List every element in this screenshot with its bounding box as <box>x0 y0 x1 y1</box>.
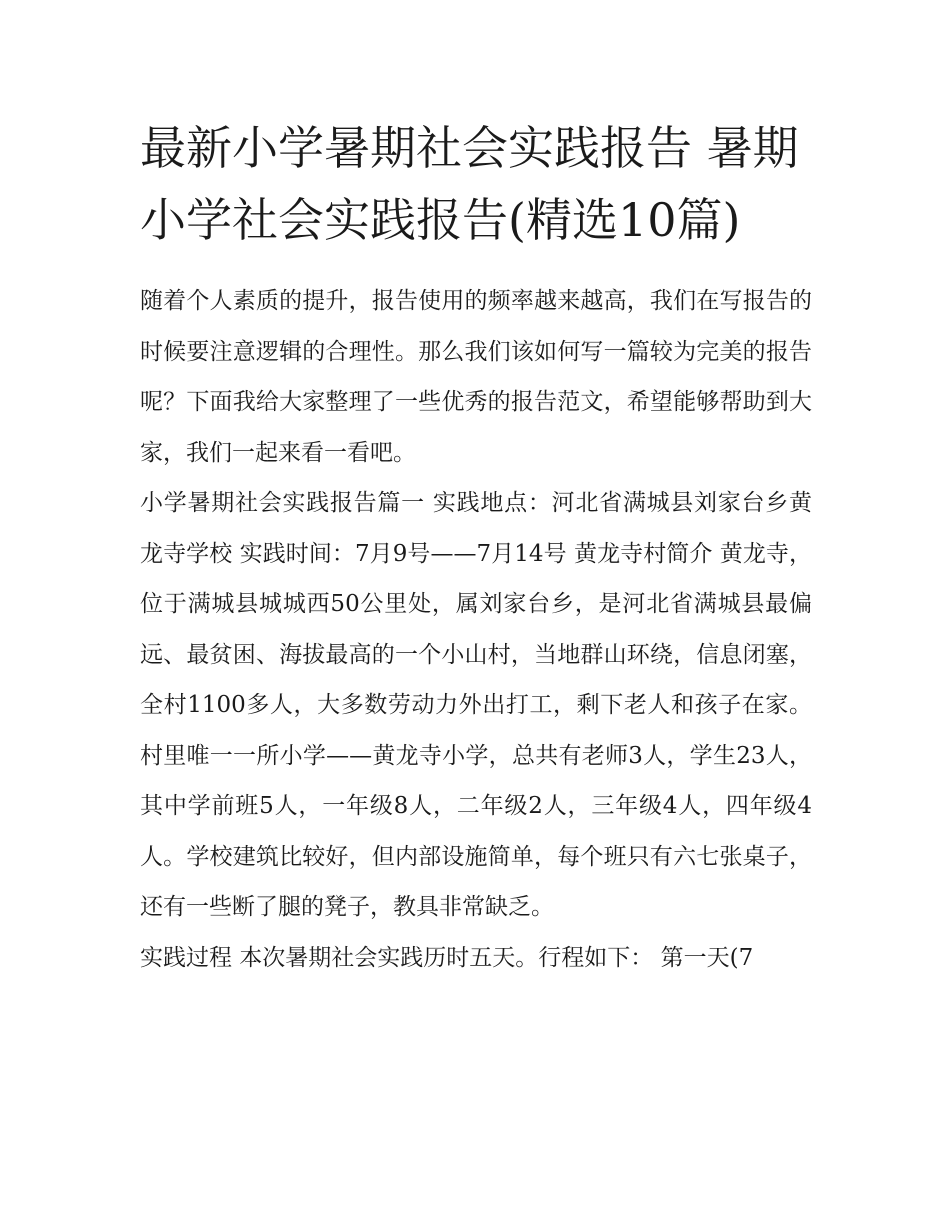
intro-paragraph: 随着个人素质的提升，报告使用的频率越来越高，我们在写报告的时候要注意逻辑的合理性。那么我们该如何写一篇较为完美的报告呢？下面我给大家整理了一些优秀的报告范文，希望能够帮助到大家，我们一起来看一看吧。 <box>140 288 812 466</box>
practice-process-paragraph: 实践过程 本次暑期社会实践历时五天。行程如下： 第一天(7 <box>140 944 754 971</box>
section-one-paragraph: 小学暑期社会实践报告篇一 实践地点：河北省满城县刘家台乡黄龙寺学校 实践时间：7月9号——7月14号 黄龙寺村简介 黄龙寺，位于满城县城城西50公里处，属刘家台乡，是河北省满城县最偏远、最贫困、海拔最高的一个小山村，当地群山环绕，信息闭塞，全村1100多人，大多数劳动力外出打工，剩下老人和孩子在家。村里唯一一所小学——黄龙寺小学，总共有老师3人，学生23人，其中学前班5人，一年级8人，二年级2人，三年级4人，四年级4人。学校建筑比较好，但内部设施简单，每个班只有六七张桌子，还有一些断了腿的凳子，教具非常缺乏。 <box>140 490 812 920</box>
document-title: 最新小学暑期社会实践报告 暑期小学社会实践报告(精选10篇) <box>140 121 799 247</box>
document-page <box>140 112 812 983</box>
